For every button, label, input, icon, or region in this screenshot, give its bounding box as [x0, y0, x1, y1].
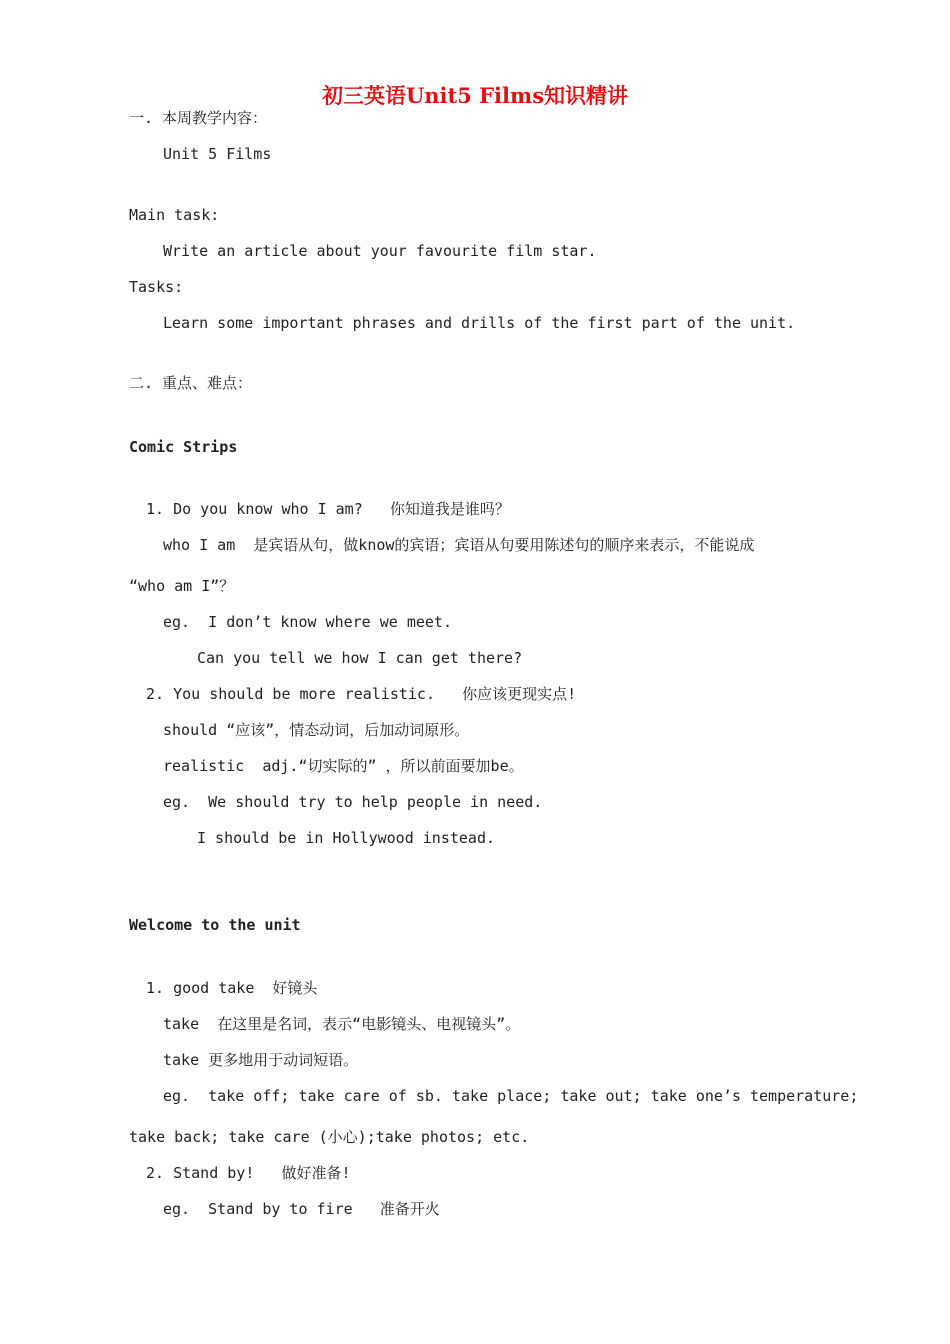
welcome-item2-sentence: 2. Stand by! 做好准备! [146, 1164, 351, 1182]
comic-item2-note2: realistic adj.“切实际的” ，所以前面要加be。 [163, 757, 524, 775]
welcome-heading: Welcome to the unit [129, 916, 301, 934]
comic-strips-heading: Comic Strips [129, 438, 238, 456]
welcome-item1-example-line1: eg. take off; take care of sb. take place; take out; take one’s temperature; [163, 1087, 859, 1105]
main-task-text: Write an article about your favourite film star. [163, 242, 597, 260]
welcome-item2-example: eg. Stand by to fire 准备开火 [163, 1200, 440, 1218]
unit-name: Unit 5 Films [163, 145, 272, 163]
section1-heading: 一. 本周教学内容： [129, 109, 268, 127]
tasks-label: Tasks: [129, 278, 184, 296]
comic-item2-note1: should “应该”，情态动词，后加动词原形。 [163, 721, 470, 739]
comic-item2-sentence: 2. You should be more realistic. 你应该更现实点! [146, 685, 577, 703]
welcome-item1-sentence: 1. good take 好镜头 [146, 979, 318, 997]
comic-item1-example1: eg. I don’t know where we meet. [163, 613, 452, 631]
comic-item1-example2: Can you tell we how I can get there? [197, 649, 523, 667]
comic-item1-note-line2: “who am I”？ [129, 577, 235, 595]
document-title: 初三英语Unit5 Films知识精讲 [321, 83, 629, 108]
section2-heading: 二. 重点、难点： [129, 374, 253, 392]
comic-item2-example2: I should be in Hollywood instead. [197, 829, 496, 847]
comic-item1-sentence: 1. Do you know who I am? 你知道我是谁吗？ [146, 500, 510, 518]
welcome-item1-example-line2: take back; take care (小心);take photos; etc. [129, 1128, 530, 1146]
comic-item1-note-line1: who I am 是宾语从句，做know的宾语；宾语从句要用陈述句的顺序来表示，不能说成 [163, 536, 755, 554]
comic-item2-example1: eg. We should try to help people in need. [163, 793, 543, 811]
welcome-item1-note2: take 更多地用于动词短语。 [163, 1051, 359, 1069]
tasks-text: Learn some important phrases and drills of the first part of the unit. [163, 314, 796, 332]
main-task-label: Main task: [129, 206, 220, 224]
welcome-item1-note1: take 在这里是名词，表示“电影镜头、电视镜头”。 [163, 1015, 521, 1033]
